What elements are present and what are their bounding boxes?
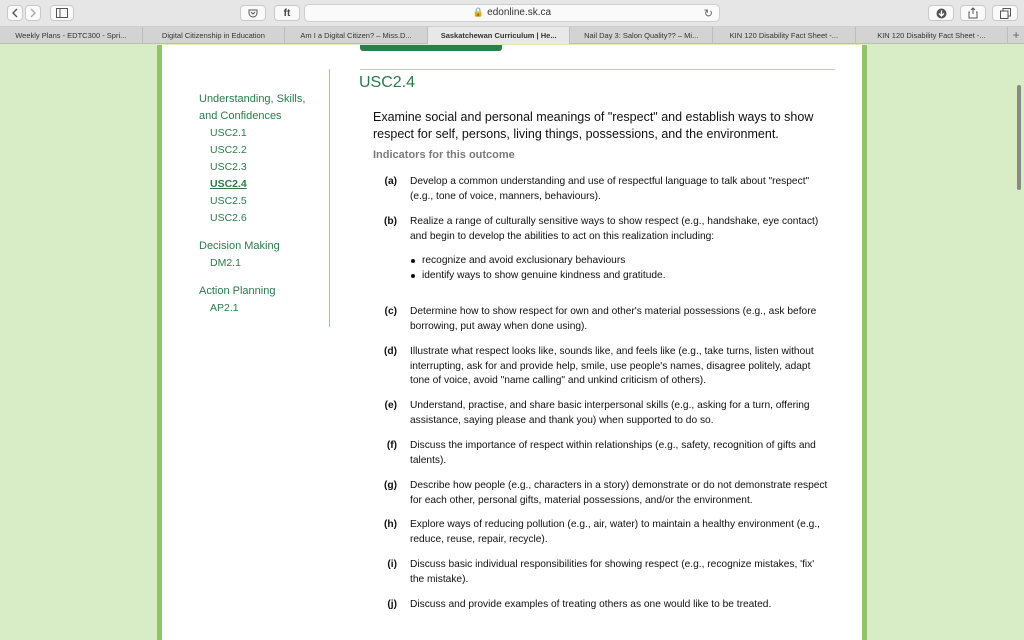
- sidebar-section-usc-title-1[interactable]: Understanding, Skills,: [199, 93, 306, 105]
- title-rule: [360, 69, 835, 70]
- tab-digital-citizenship[interactable]: Digital Citizenship in Education: [143, 27, 286, 44]
- bullet-item: recognize and avoid exclusionary behaviours: [409, 254, 829, 269]
- indicator-text: Illustrate what respect looks like, sounds like, and feels like (e.g., take turns, listen without interrupting, ask for and provide help, smile, use people's names, disagree politely, adapt tone of voice, avoid "name calling" and unkind criticism of others).: [410, 346, 814, 386]
- indicator-text: Discuss basic individual responsibilities for showing respect (e.g., recognize mistakes, 'fix' the mistake).: [410, 559, 815, 585]
- browser-toolbar: [0, 0, 1024, 27]
- downloads-button[interactable]: [928, 5, 954, 21]
- indicator-text: Explore ways of reducing pollution (e.g., air, water) to maintain a healthy environment (e.g., reduce, reuse, repair, recycle).: [410, 519, 820, 545]
- new-tab-button[interactable]: +: [1012, 28, 1020, 42]
- indicator-label: (e): [384, 400, 397, 411]
- outcome-statement: Examine social and personal meanings of "respect" and establish ways to show respect for self, persons, living things, possessions, and the environment.: [373, 110, 814, 141]
- indicator-label: (i): [387, 559, 397, 570]
- pocket-icon: [248, 8, 258, 18]
- content-area: [162, 45, 862, 640]
- sidebar-item-usc2-5[interactable]: USC2.5: [210, 195, 247, 207]
- chevron-left-icon: [11, 8, 19, 18]
- bullet-item: identify ways to show genuine kindness and gratitude.: [409, 269, 829, 284]
- content-frame-right: [862, 45, 867, 640]
- extension-button[interactable]: [274, 5, 300, 21]
- indicator-text: Describe how people (e.g., characters in a story) demonstrate or do not demonstrate respect for each other, personal gifts, material possessions, and/or the environment.: [410, 480, 828, 506]
- tab-weekly-plans[interactable]: Weekly Plans - EDTC300 - Spri...: [0, 27, 143, 44]
- indicator-label: (d): [383, 346, 397, 357]
- indicator-label: (c): [384, 306, 397, 317]
- indicator-label: (a): [384, 176, 397, 187]
- pocket-button[interactable]: [240, 5, 266, 21]
- indicator-label: (b): [383, 216, 397, 227]
- url-text: edonline.sk.ca: [487, 7, 552, 18]
- sidebar-section-action-planning[interactable]: Action Planning: [199, 285, 276, 297]
- top-nav-button-fragment[interactable]: [360, 45, 502, 51]
- reload-icon[interactable]: ↻: [703, 8, 713, 20]
- indicators-heading: Indicators for this outcome: [373, 149, 515, 161]
- sidebar-item-usc2-2[interactable]: USC2.2: [210, 144, 247, 156]
- indicator-text: Realize a range of culturally sensitive ways to show respect (e.g., handshake, eye contact) and begin to develop the abilities to act on this realization including:: [410, 216, 819, 242]
- address-bar[interactable]: [304, 4, 720, 22]
- indicator-label: (f): [386, 440, 397, 451]
- sidebar-item-ap2-1[interactable]: AP2.1: [210, 302, 239, 314]
- indicator-text: Discuss the importance of respect within relationships (e.g., safety, recognition of gifts and talents).: [410, 440, 816, 466]
- indicator-text: Develop a common understanding and use of respectful language to talk about "respect" (e.g., tone of voice, manners, behaviours).: [410, 176, 810, 202]
- indicator-label: (j): [387, 599, 397, 610]
- chevron-right-icon: [29, 8, 37, 18]
- share-icon: [968, 7, 978, 19]
- tab-kin120-1[interactable]: KIN 120 Disability Fact Sheet -...: [713, 27, 856, 44]
- sidebar-item-usc2-4[interactable]: USC2.4: [210, 178, 247, 190]
- sidebar-item-usc2-3[interactable]: USC2.3: [210, 161, 247, 173]
- tab-am-i-digital-citizen[interactable]: Am I a Digital Citizen? – Miss.D...: [285, 27, 428, 44]
- back-button[interactable]: [7, 5, 23, 21]
- share-button[interactable]: [960, 5, 986, 21]
- scrollbar[interactable]: [1017, 85, 1021, 190]
- indicator-text: Determine how to show respect for own and other's material possessions (e.g., ask before borrowing, put away when done using).: [410, 306, 817, 332]
- sidebar-icon: [56, 8, 68, 18]
- tab-saskatchewan-curriculum[interactable]: Saskatchewan Curriculum | He...: [428, 27, 571, 44]
- sidebar-toggle-button[interactable]: [50, 5, 74, 21]
- sidebar-item-usc2-6[interactable]: USC2.6: [210, 212, 247, 224]
- tabs-overview-button[interactable]: [992, 5, 1018, 21]
- extension-icon: ft: [283, 7, 291, 19]
- outcome-sidebar: [199, 91, 319, 317]
- lock-icon: 🔒: [472, 7, 485, 17]
- tab-kin120-2[interactable]: KIN 120 Disability Fact Sheet -...: [856, 27, 1009, 44]
- tabs-icon: [1000, 8, 1011, 19]
- download-icon: [936, 8, 947, 19]
- indicator-label: (g): [383, 480, 397, 491]
- sidebar-section-usc-title-2[interactable]: and Confidences: [199, 110, 282, 122]
- indicator-b-bullets: [409, 254, 829, 283]
- indicator-label: (h): [383, 519, 397, 530]
- sidebar-item-usc2-1[interactable]: USC2.1: [210, 127, 247, 139]
- tab-nail-day[interactable]: Nail Day 3: Salon Quality?? – Mi...: [570, 27, 713, 44]
- indicator-text: Understand, practise, and share basic interpersonal skills (e.g., asking for a turn, offering assistance, saying please and thank you) when supported to do so.: [410, 400, 810, 426]
- sidebar-divider: [329, 69, 330, 327]
- tab-strip: [0, 27, 1024, 44]
- page-title: USC2.4: [359, 74, 416, 91]
- forward-button[interactable]: [25, 5, 41, 21]
- sidebar-section-decision-making[interactable]: Decision Making: [199, 240, 280, 252]
- sidebar-item-dm2-1[interactable]: DM2.1: [210, 257, 241, 269]
- indicator-text: Discuss and provide examples of treating others as one would like to be treated.: [410, 599, 772, 610]
